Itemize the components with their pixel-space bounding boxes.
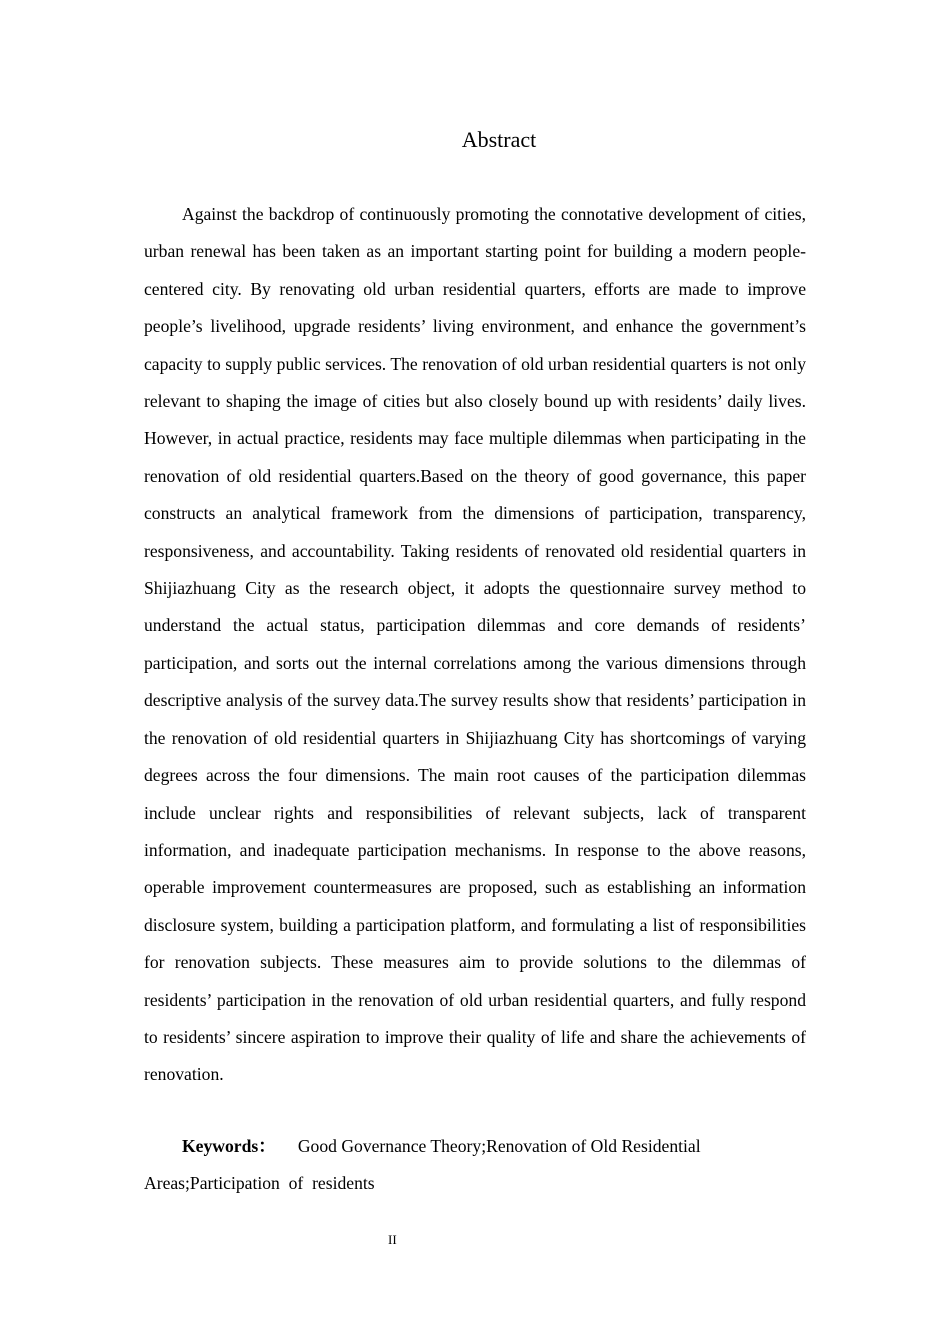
keywords-text: Good Governance Theory;Renovation of Old Residential Areas;Participation of residents — [144, 1136, 705, 1194]
abstract-body: Against the backdrop of continuously promoting the connotative development of cities, urban renewal has been taken as an important starting point for building a modern people-centered city. By renovating old urban residential quarters, efforts are made to improve people’s livelihood, upgrade residents’ living environment, and enhance the government’s capacity to supply public services. The renovation of old urban residential quarters is not only relevant to shaping the image of cities but also closely bound up with residents’ daily lives. However, in actual practice, residents may face multiple dilemmas when participating in the renovation of old residential quarters.Based on the theory of good governance, this paper constructs an analytical framework from the dimensions of participation, transparency, responsiveness, and accountability. Taking residents of renovated old residential quarters in Shijiazhuang City as the research object, it adopts the questionnaire survey method to understand the actual status, participation dilemmas and core demands of residents’ participation, and sorts out the internal correlations among the various dimensions through descriptive analysis of the survey data.The survey results show that residents’ participation in the renovation of old residential quarters in Shijiazhuang City has shortcomings of varying degrees across the four dimensions. The main root causes of the participation dilemmas include unclear rights and responsibilities of relevant subjects, lack of transparent information, and inadequate participation mechanisms. In response to the above reasons, operable improvement countermeasures are proposed, such as establishing an information disclosure system, building a participation platform, and formulating a list of responsibilities for renovation subjects. These measures aim to provide solutions to the dilemmas of residents’ participation in the renovation of old urban residential quarters, and fully respond to residents’ sincere aspiration to improve their quality of life and share the achievements of renovation. — [144, 204, 806, 1085]
keywords-label: Keywords： — [182, 1136, 276, 1156]
keywords-line — [144, 1128, 806, 1203]
abstract-title: Abstract — [461, 127, 537, 152]
page-number: II — [388, 1232, 397, 1247]
